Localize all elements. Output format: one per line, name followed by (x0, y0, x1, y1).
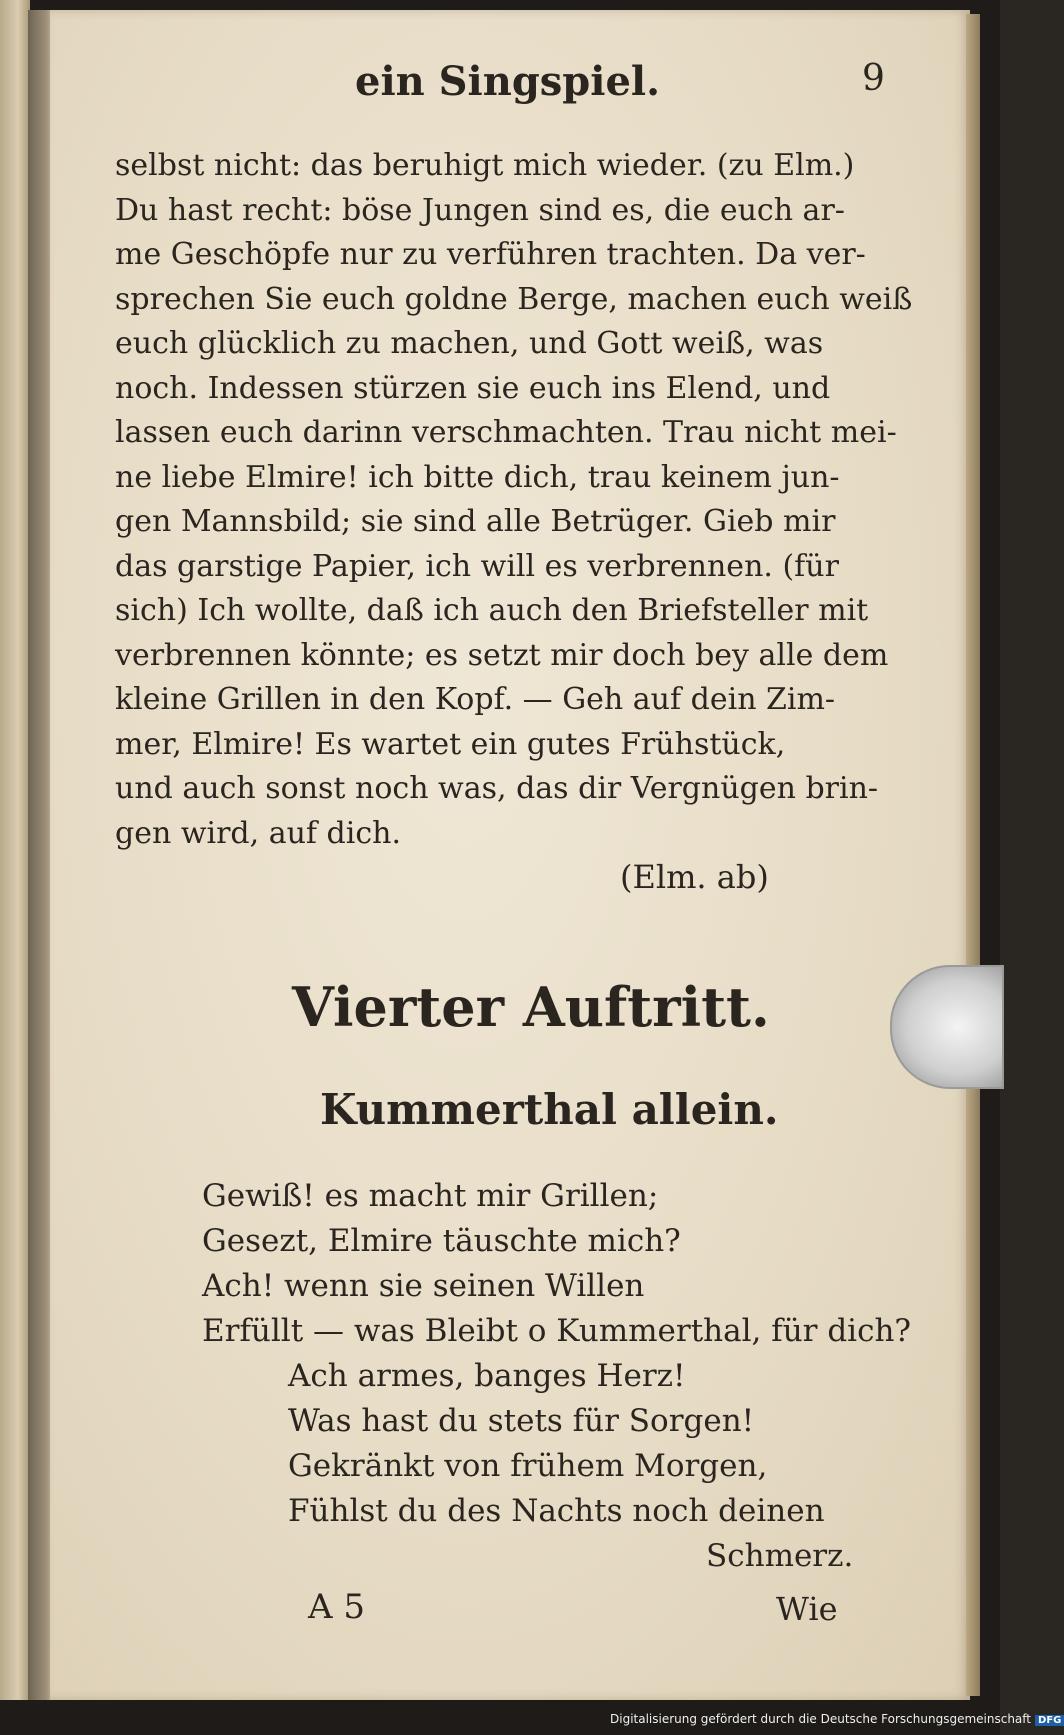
stage-direction: (Elm. ab) (620, 858, 769, 896)
page-number: 9 (862, 58, 885, 99)
body-line: sprechen Sie euch goldne Berge, machen euch weiß (115, 281, 913, 317)
body-line: gen Mannsbild; sie sind alle Betrüger. Gieb mir (115, 504, 836, 539)
scene-title: Vierter Auftritt. (292, 975, 770, 1039)
body-line: sich) Ich wollte, daß ich auch den Briefsteller mit (115, 593, 869, 628)
body-line: me Geschöpfe nur zu verführen trachten. Da ver- (115, 237, 866, 272)
running-title: ein Singspiel. (355, 58, 661, 105)
body-line: und auch sonst noch was, das dir Vergnügen brin- (115, 771, 879, 806)
verse-line: Gekränkt von frühem Morgen, (288, 1448, 768, 1484)
book-clip (890, 965, 1004, 1089)
digitization-footer (610, 1712, 1064, 1726)
body-line: selbst nicht: das beruhigt mich wieder. (zu Elm.) (115, 148, 855, 183)
page-right-edge (966, 14, 980, 1696)
verse-line: Gesezt, Elmire täuschte mich? (202, 1223, 681, 1259)
left-page-edge (0, 0, 30, 1700)
catchword: Wie (776, 1590, 838, 1628)
body-line: lassen euch darinn verschmachten. Trau nicht mei- (115, 415, 897, 450)
body-line: ne liebe Elmire! ich bitte dich, trau keinem jun- (115, 459, 840, 495)
verse-line: Ach! wenn sie seinen Willen (202, 1268, 645, 1304)
body-line: kleine Grillen in den Kopf. — Geh auf dein Zim- (115, 682, 836, 717)
verse-line: Schmerz. (706, 1538, 854, 1574)
body-line: verbrennen könnte; es setzt mir doch bey alle dem (115, 637, 889, 673)
body-line: mer, Elmire! Es wartet ein gutes Frühstück, (115, 726, 786, 762)
dfg-logo: DFG (1035, 1715, 1064, 1726)
body-line: Du hast recht: böse Jungen sind es, die euch ar- (115, 192, 845, 228)
verse-line: Gewiß! es macht mir Grillen; (202, 1178, 659, 1214)
verse-line: Erfüllt — was Bleibt o Kummerthal, für dich? (202, 1313, 912, 1349)
verse-line: Was hast du stets für Sorgen! (288, 1403, 755, 1439)
body-line: gen wird, auf dich. (115, 815, 402, 851)
verse-line: Fühlst du des Nachts noch deinen (288, 1493, 825, 1529)
signature-mark: A 5 (308, 1587, 365, 1627)
verse-line: Ach armes, banges Herz! (288, 1358, 686, 1394)
body-line: das garstige Papier, ich will es verbrennen. (für (115, 548, 839, 584)
body-line: euch glücklich zu machen, und Gott weiß, was (115, 326, 824, 361)
body-line: noch. Indessen stürzen sie euch ins Elend, und (115, 370, 831, 406)
footer-credit: Digitalisierung gefördert durch die Deutsche Forschungsgemeinschaft (610, 1712, 1032, 1726)
scene-subtitle: Kummerthal allein. (320, 1085, 779, 1134)
